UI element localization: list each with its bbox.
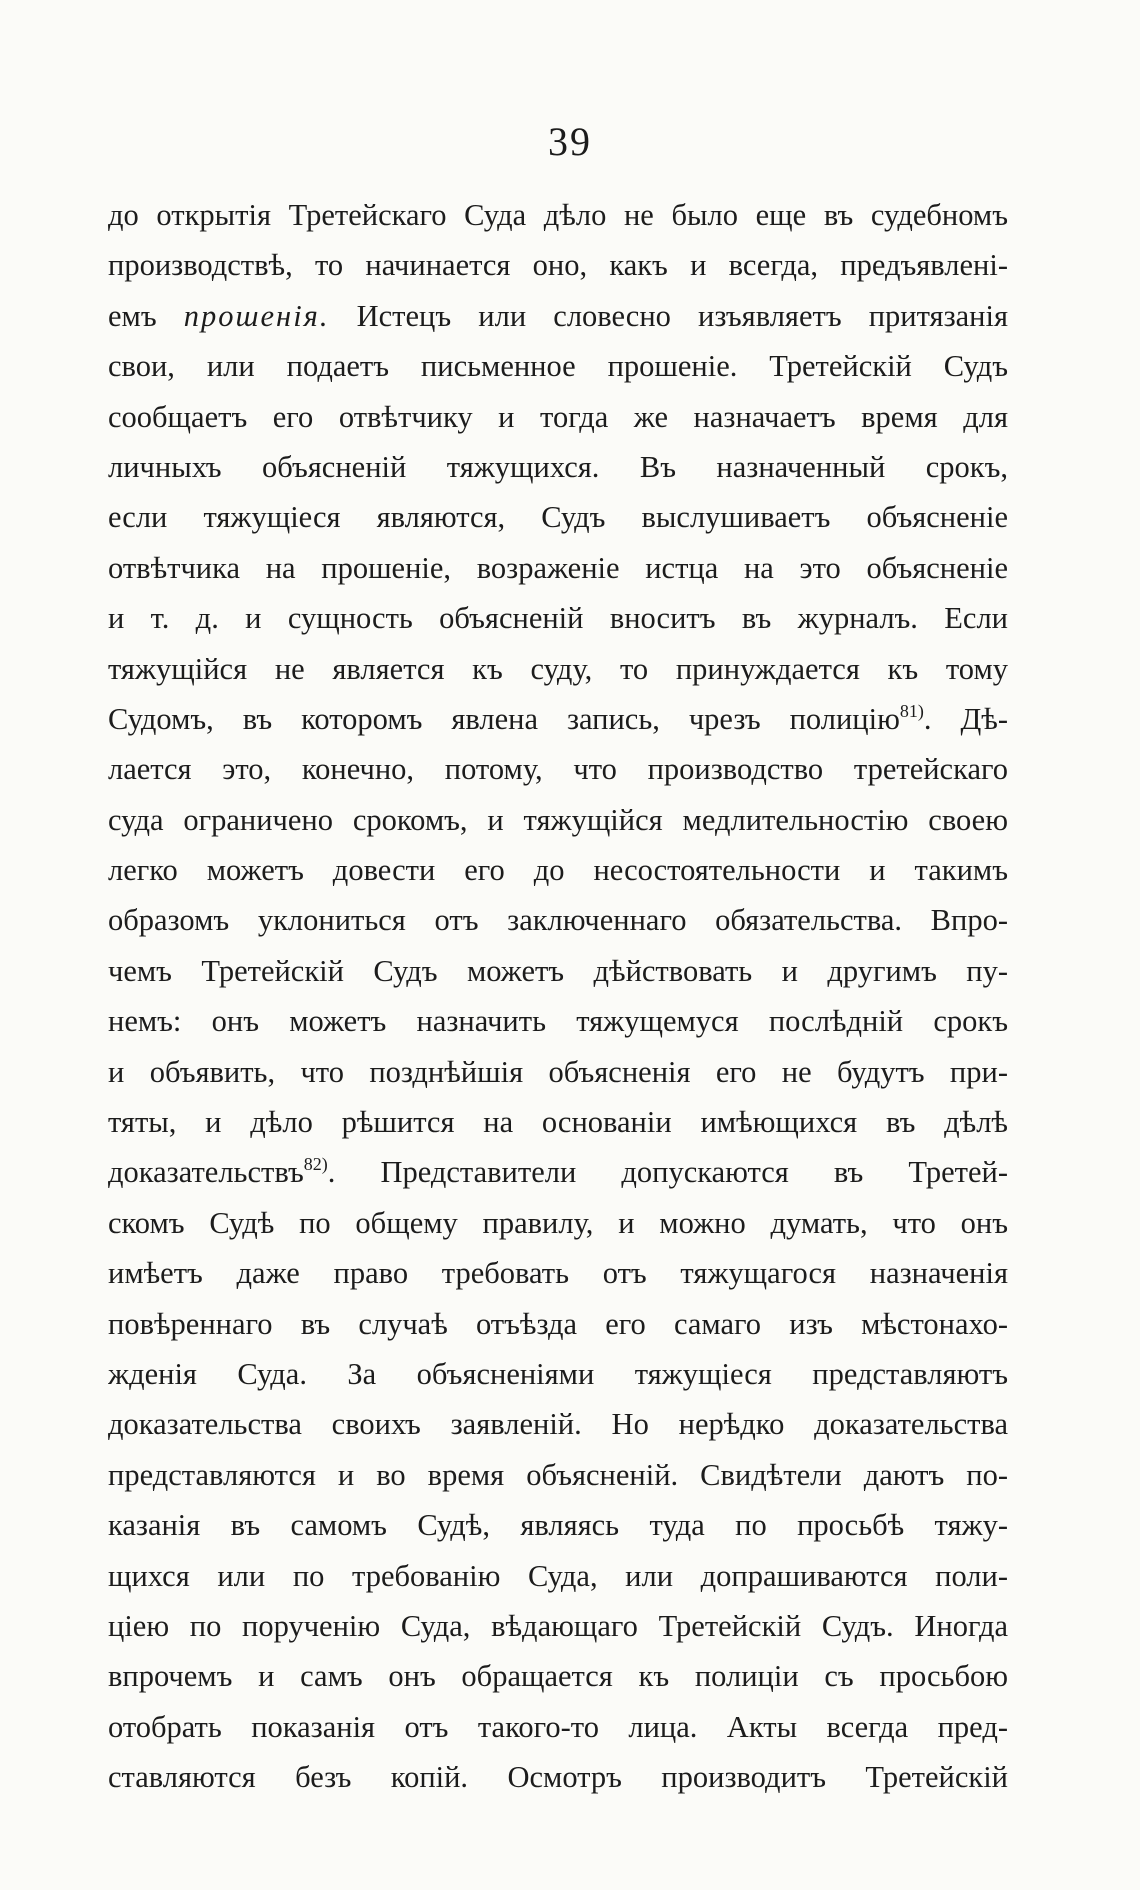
text-line: представляются и во время объясненій. Свидѣтели даютъ по-: [108, 1457, 1008, 1492]
text-line: тяты, и дѣло рѣшится на основаніи имѣющихся въ дѣлѣ: [108, 1105, 1008, 1140]
footnote-ref: 82): [303, 1154, 328, 1175]
body-text: [108, 190, 1008, 1803]
text-line: сообщаетъ его отвѣтчику и тогда же назначаетъ время для: [108, 399, 1008, 434]
text-line: повѣреннаго въ случаѣ отъѣзда его самаго изъ мѣстонахо-: [108, 1306, 1008, 1341]
text-line: [108, 1147, 1008, 1197]
text-line: отобрать показанія отъ такого-то лица. Акты всегда пред-: [108, 1709, 1008, 1744]
line-text: . Представители допускаются въ Третей-: [327, 1155, 1008, 1190]
text-line: [108, 291, 1008, 341]
text-line: казанія въ самомъ Судѣ, являясь туда по просьбѣ тяжу-: [108, 1508, 1008, 1543]
text-line: ставляются безъ копій. Осмотръ производитъ Третейскій: [108, 1760, 1008, 1795]
text-line: производствѣ, то начинается оно, какъ и всегда, предъявлені-: [108, 248, 1008, 283]
text-line: немъ: онъ можетъ назначить тяжущемуся послѣдній срокъ: [108, 1004, 1008, 1039]
text-line: доказательства своихъ заявленій. Но нерѣдко доказательства: [108, 1407, 1008, 1442]
text-line: ціею по порученію Суда, вѣдающаго Третейскій Судъ. Иногда: [108, 1608, 1008, 1643]
emphasized-term: прошенія.: [183, 298, 330, 333]
text-line: имѣетъ даже право требовать отъ тяжущагося назначенія: [108, 1256, 1008, 1291]
line-text: . Дѣ-: [923, 701, 1008, 736]
text-line: [108, 694, 1008, 744]
text-line: скомъ Судѣ по общему правилу, и можно думать, что онъ: [108, 1205, 1008, 1240]
text-line: отвѣтчика на прошеніе, возраженіе истца на это объясненіе: [108, 550, 1008, 585]
text-line: личныхъ объясненій тяжущихся. Въ назначенный срокъ,: [108, 449, 1008, 484]
text-line: образомъ уклониться отъ заключеннаго обязательства. Впро-: [108, 903, 1008, 938]
line-text: емъ: [108, 298, 184, 333]
text-line: впрочемъ и самъ онъ обращается къ полиціи съ просьбою: [108, 1659, 1008, 1694]
text-line: суда ограничено срокомъ, и тяжущійся медлительностію своею: [108, 802, 1008, 837]
text-line: и т. д. и сущность объясненій вноситъ въ журналъ. Если: [108, 601, 1008, 636]
text-line: жденія Суда. За объясненіями тяжущіеся представляютъ: [108, 1356, 1008, 1391]
text-line: до открытія Третейскаго Суда дѣло не было еще въ судебномъ: [108, 198, 1008, 232]
text-line: легко можетъ довести его до несостоятельности и такимъ: [108, 853, 1008, 888]
text-line: щихся или по требованію Суда, или допрашиваются поли-: [108, 1558, 1008, 1593]
line-text: доказательствъ: [108, 1155, 304, 1190]
text-line: тяжущійся не является къ суду, то принуждается къ тому: [108, 651, 1008, 686]
footnote-ref: 81): [899, 700, 924, 721]
page-number: 39: [548, 119, 592, 164]
text-line: чемъ Третейскій Судъ можетъ дѣйствовать и другимъ пу-: [108, 953, 1008, 988]
line-text: Судомъ, въ которомъ явлена запись, чрезъ полицію: [108, 701, 900, 736]
text-line: если тяжущіеся являются, Судъ выслушиваетъ объясненіе: [108, 500, 1008, 535]
line-text: Истецъ или словесно изъявляетъ притязанія: [329, 298, 1008, 333]
text-line: свои, или подаетъ письменное прошеніе. Третейскій Судъ: [108, 349, 1008, 384]
text-line: и объявить, что позднѣйшія объясненія его не будутъ при-: [108, 1054, 1008, 1089]
text-line: лается это, конечно, потому, что производство третейскаго: [108, 752, 1008, 787]
